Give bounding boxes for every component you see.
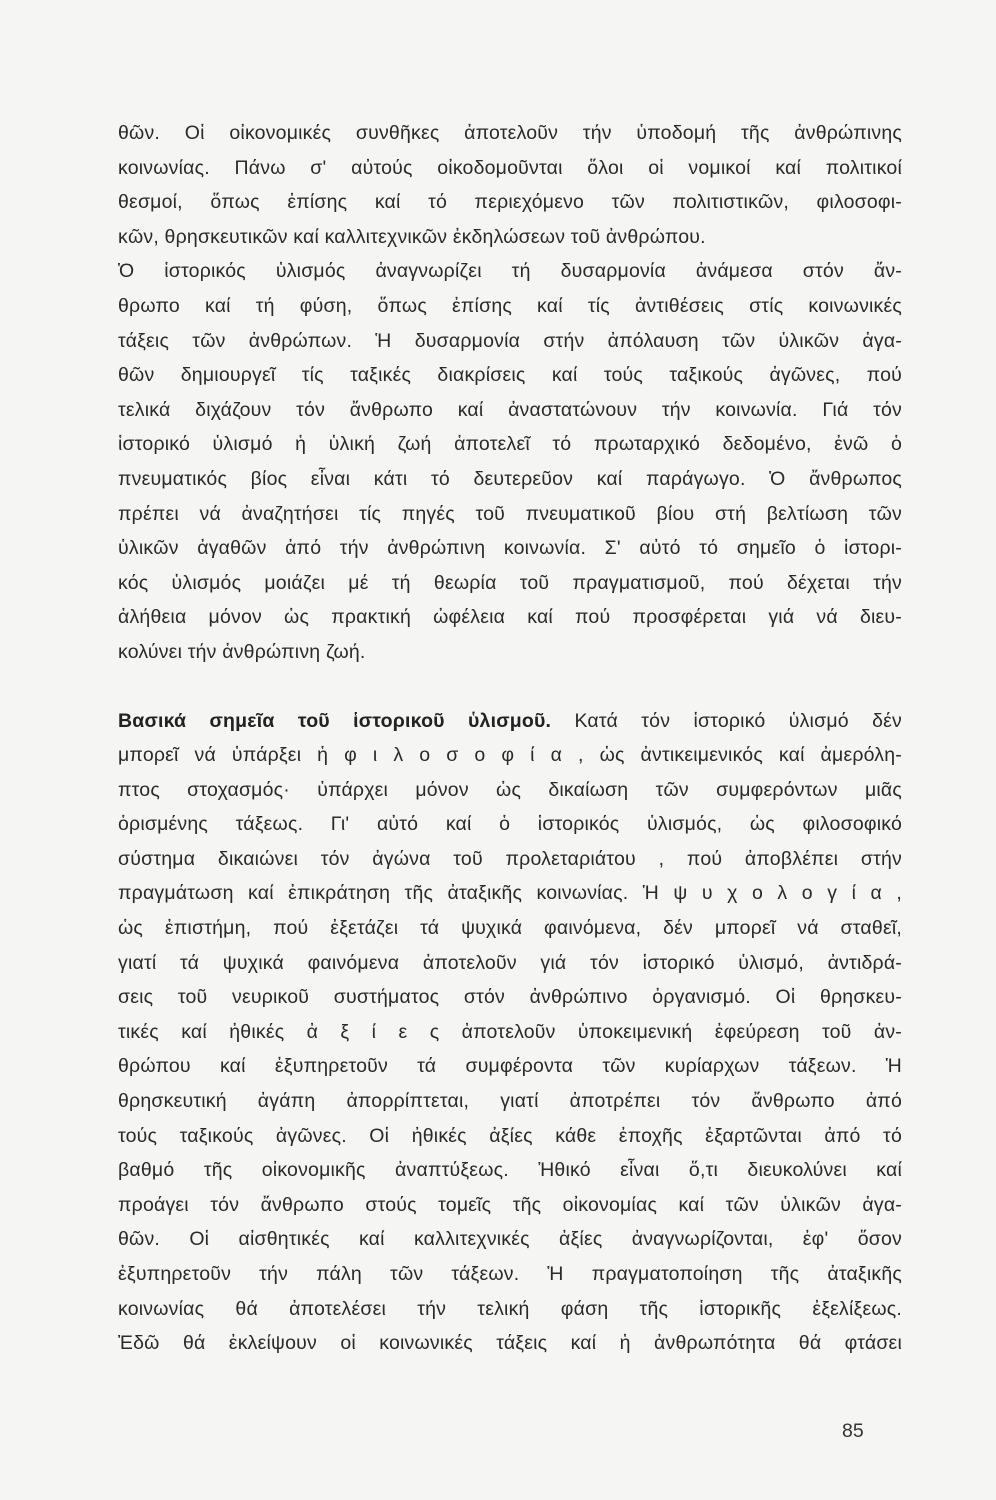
text-line: μπορεῖ νά ὑπάρξει ἡ φ ι λ ο σ ο φ ί α , ὡς ἀντικειμενικός καί ἀμερόλη- — [118, 744, 902, 767]
text-line: θρωπο καί τή φύση, ὅπως ἐπίσης καί τίς ἀντιθέσεις στίς κοινωνικές — [118, 294, 902, 317]
page-number: 85 — [842, 1420, 864, 1442]
text-line: τελικά διχάζουν τόν ἄνθρωπο καί ἀναστατώνουν τήν κοινωνία. Γιά τόν — [118, 398, 902, 421]
paragraph-2 — [118, 254, 902, 669]
text-line: ἀλήθεια μόνον ὡς πρακτική ὠφέλεια καί πού προσφέρεται γιά νά διευ- — [118, 606, 902, 629]
text-line: Ὁ ἱστορικός ὑλισμός ἀναγνωρίζει τή δυσαρμονία ἀνάμεσα στόν ἄν- — [118, 260, 902, 283]
text-line: πτος στοχασμός· ὑπάρχει μόνον ὡς δικαίωση τῶν συμφερόντων μιᾶς — [118, 778, 902, 801]
text-line: θρησκευτική ἀγάπη ἀπορρίπτεται, γιατί ἀποτρέπει τόν ἄνθρωπο ἀπό — [118, 1090, 902, 1113]
text-line: θῶν. Οἱ αἰσθητικές καί καλλιτεχνικές ἀξίες ἀναγνωρίζονται, ἐφ' ὅσον — [118, 1228, 902, 1251]
text-line: ἐξυπηρετοῦν τήν πάλη τῶν τάξεων. Ἡ πραγματοποίηση τῆς ἀταξικῆς — [118, 1263, 902, 1285]
text-line: ὡς ἐπιστήμη, πού ἐξετάζει τά ψυχικά φαινόμενα, δέν μπορεῖ νά σταθεῖ, — [118, 917, 902, 940]
paragraph-3 — [118, 704, 902, 1361]
text-line: πραγμάτωση καί ἐπικράτηση τῆς ἀταξικῆς κοινωνίας. Ἡ ψ υ χ ο λ ο γ ί α , — [118, 882, 902, 905]
text-line: θῶν δημιουργεῖ τίς ταξικές διακρίσεις καί τούς ταξικούς ἀγῶνες, πού — [118, 364, 902, 387]
text-line: κῶν, θρησκευτικῶν καί καλλιτεχνικῶν ἐκδηλώσεων τοῦ ἀνθρώπου. — [118, 225, 706, 248]
text-line: θρώπου καί ἐξυπηρετοῦν τά συμφέροντα τῶν κυρίαρχων τάξεων. Ἡ — [118, 1055, 902, 1078]
text-line: ὁρισμένης τάξεως. Γι' αὐτό καί ὁ ἱστορικός ὑλισμός, ὡς φιλοσοφικό — [118, 813, 902, 836]
text-line: θῶν. Οἱ οἰκονομικές συνθῆκες ἀποτελοῦν τήν ὑποδομή τῆς ἀνθρώπινης — [118, 122, 902, 144]
section-heading: Βασικά σημεῖα τοῦ ἱστορικοῦ ὑλισμοῦ. — [118, 709, 552, 732]
text-line: σύστημα δικαιώνει τόν ἀγώνα τοῦ προλεταριάτου , πού ἀποβλέπει στήν — [118, 847, 902, 870]
text-line: βαθμό τῆς οἰκονομικῆς ἀναπτύξεως. Ἠθικό εἶναι ὅ,τι διευκολύνει καί — [118, 1159, 902, 1182]
text-line: θεσμοί, ὅπως ἐπίσης καί τό περιεχόμενο τῶν πολιτιστικῶν, φιλοσοφι- — [118, 191, 902, 214]
text-line: Ἐδῶ θά ἐκλείψουν οἱ κοινωνικές τάξεις καί ἡ ἀνθρωπότητα θά φτάσει — [118, 1332, 902, 1355]
text-line: προάγει τόν ἄνθρωπο στούς τομεῖς τῆς οἰκονομίας καί τῶν ὑλικῶν ἀγα- — [118, 1193, 902, 1216]
text-line: σεις τοῦ νευρικοῦ συστήματος στόν ἀνθρώπινο ὀργανισμό. Οἱ θρησκευ- — [118, 986, 902, 1009]
text-line: γιατί τά ψυχικά φαινόμενα ἀποτελοῦν γιά τόν ἱστορικό ὑλισμό, ἀντιδρά- — [118, 951, 902, 974]
text-line: τούς ταξικούς ἀγῶνες. Οἱ ἠθικές ἀξίες κάθε ἐποχῆς ἐξαρτῶνται ἀπό τό — [118, 1124, 902, 1147]
text-line-with-heading — [118, 704, 902, 739]
text-run: Κατά τόν ἱστορικό ὑλισμό δέν — [551, 709, 902, 732]
text-line: ὑλικῶν ἀγαθῶν ἀπό τήν ἀνθρώπινη κοινωνία. Σ' αὐτό τό σημεῖο ὁ ἱστορι- — [118, 537, 902, 560]
text-line: πνευματικός βίος εἶναι κάτι τό δευτερεῦον καί παράγωγο. Ὁ ἄνθρωπος — [118, 467, 902, 490]
body-text — [118, 116, 902, 1361]
text-line: κοινωνίας. Πάνω σ' αὐτούς οἰκοδομοῦνται ὅλοι οἱ νομικοί καί πολιτικοί — [118, 156, 902, 179]
text-line: κοινωνίας θά ἀποτελέσει τήν τελική φάση τῆς ἱστορικῆς ἐξελίξεως. — [118, 1297, 902, 1320]
text-line: πρέπει νά ἀναζητήσει τίς πηγές τοῦ πνευματικοῦ βίου στή βελτίωση τῶν — [118, 502, 902, 525]
paragraph-gap — [118, 670, 902, 704]
text-line: τικές καί ἠθικές ἀ ξ ί ε ς ἀποτελοῦν ὑποκειμενική ἐφεύρεση τοῦ ἀν- — [118, 1020, 902, 1043]
text-line: τάξεις τῶν ἀνθρώπων. Ἡ δυσαρμονία στήν ἀπόλαυση τῶν ὑλικῶν ἀγα- — [118, 329, 902, 352]
paragraph-1 — [118, 116, 902, 254]
text-line: κολύνει τήν ἀνθρώπινη ζωή. — [118, 640, 366, 663]
text-line: ἱστορικό ὑλισμό ἡ ὑλική ζωή ἀποτελεῖ τό πρωταρχικό δεδομένο, ἐνῶ ὁ — [118, 433, 902, 456]
text-line: κός ὑλισμός μοιάζει μέ τή θεωρία τοῦ πραγματισμοῦ, πού δέχεται τήν — [118, 571, 902, 594]
